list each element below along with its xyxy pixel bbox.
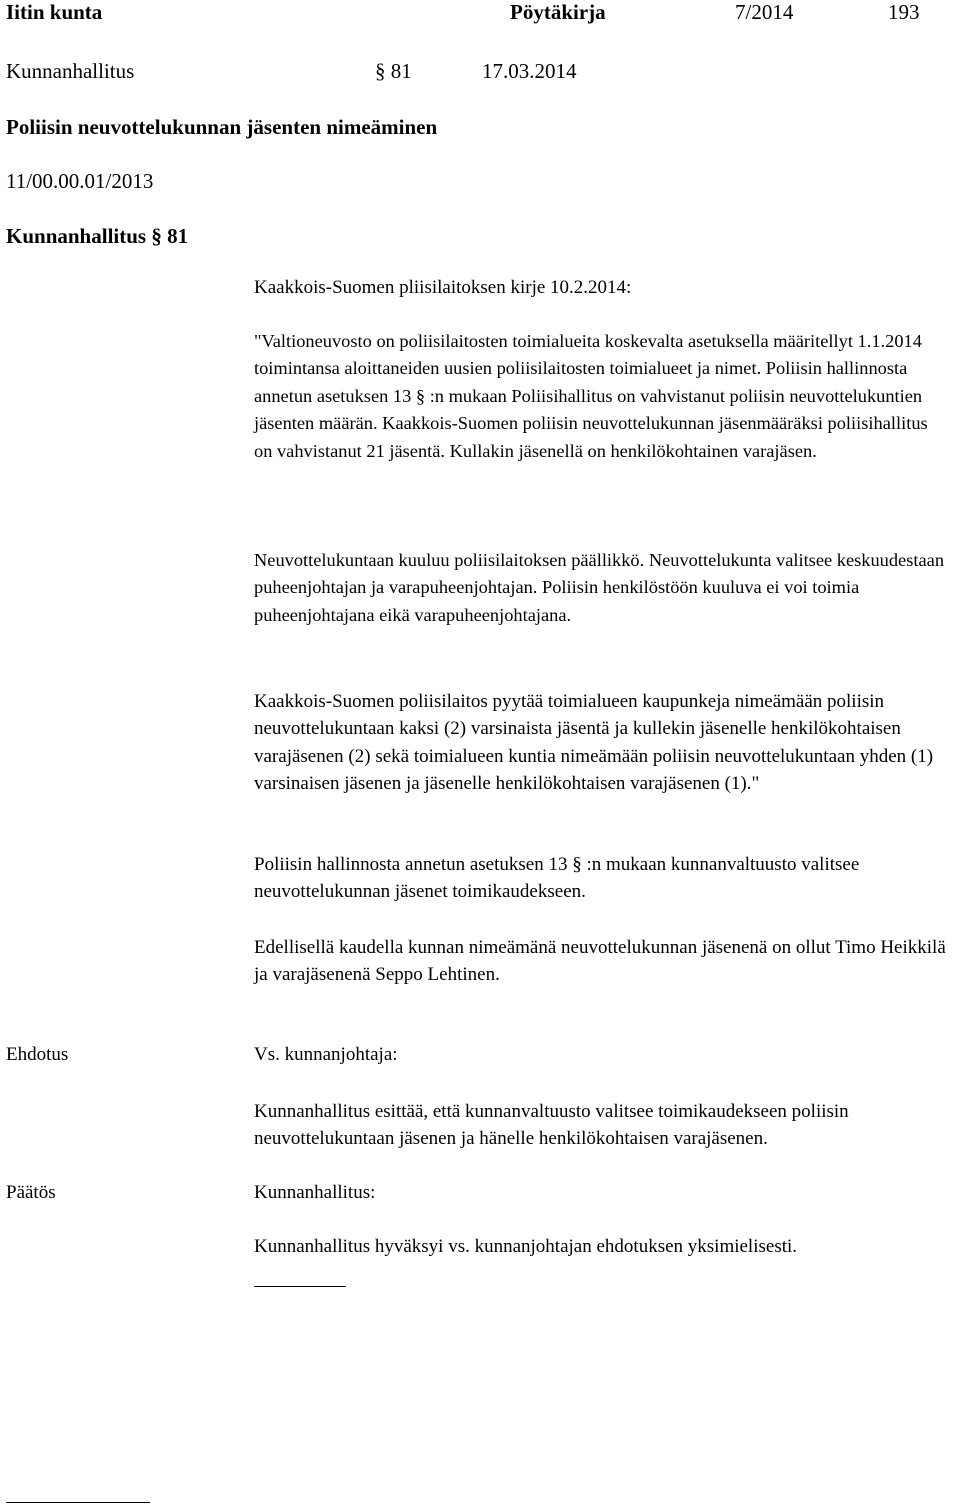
- separator-line: [254, 1286, 346, 1287]
- document-number: 7/2014: [735, 0, 794, 24]
- body-paragraph-3: [254, 934, 954, 989]
- paragraph-text: Edellisellä kaudella kunnan nimeämänä neuvottelukunnan jäsenenä on ollut Timo Heikkilä ja varajäsenenä Seppo Lehtinen.: [254, 937, 946, 986]
- decision-text: Kunnanhallitus hyväksyi vs. kunnanjohtajan ehdotuksen yksimielisesti.: [254, 1236, 798, 1257]
- proposal-text-block: [254, 1098, 954, 1153]
- municipality-name: Iitin kunta: [6, 0, 103, 24]
- quote-block-2: [254, 547, 944, 629]
- proposal-presenter: Vs. kunnanjohtaja:: [254, 1044, 398, 1065]
- page-number: 193: [888, 0, 920, 24]
- body-paragraph-1: [254, 688, 954, 798]
- body-paragraph-2: [254, 851, 954, 906]
- meeting-date: 17.03.2014: [482, 59, 577, 83]
- footer-line: [6, 1502, 150, 1503]
- board-section-line: Kunnanhallitus § 81: [6, 224, 189, 248]
- proposal-text: Kunnanhallitus esittää, että kunnanvaltuusto valitsee toimikaudekseen poliisin neuvottelukuntaan jäsenen ja hänelle henkilökohtaisen varajäsenen.: [254, 1101, 849, 1150]
- letter-reference: Kaakkois-Suomen pliisilaitoksen kirje 10.2.2014:: [254, 277, 632, 298]
- case-number: 11/00.00.01/2013: [6, 169, 154, 193]
- proposal-label: Ehdotus: [6, 1044, 69, 1065]
- decision-body: Kunnanhallitus:: [254, 1182, 376, 1203]
- quote-paragraph: "Valtioneuvosto on poliisilaitosten toimialueita koskevalta asetuksella määritellyt 1.1.2014 toimintansa aloittaneiden uusien poliisilaitosten toimialueet ja nimet. Poliisin hallinnosta annetun asetuksen 13 § :n mukaan Poliisihallitus on vahvistanut poliisin neuvottelukuntien jäsenten määrän. Kaakkois-Suomen poliisin neuvottelukunnan jäsenmääräksi poliisihallitus on vahvistanut 21 jäsentä. Kullakin jäsenellä on henkilökohtainen varajäsen.: [254, 331, 928, 461]
- quote-block: [254, 328, 944, 465]
- quote-paragraph: Neuvottelukuntaan kuuluu poliisilaitoksen päällikkö. Neuvottelukunta valitsee keskuudestaan puheenjohtajan ja varapuheenjohtajan. Poliisin henkilöstöön kuuluva ei voi toimia puheenjohtajana eikä varapuheenjohtajana.: [254, 550, 945, 625]
- paragraph-text: Poliisin hallinnosta annetun asetuksen 13 § :n mukaan kunnanvaltuusto valitsee neuvottelukunnan jäsenet toimikaudekseen.: [254, 854, 860, 903]
- paragraph-text: Kaakkois-Suomen poliisilaitos pyytää toimialueen kaupunkeja nimeämään poliisin neuvottelukuntaan kaksi (2) varsinaista jäsentä ja kullekin jäsenelle henkilökohtaisen varajäsenen (2) sekä toimialueen kuntia nimeämään poliisin neuvottelukuntaan yhden (1) varsinaisen jäsenen ja jäsenelle henkilökohtaisen varajäsenen (1).": [254, 691, 934, 795]
- document-type: Pöytäkirja: [510, 0, 606, 24]
- decision-label: Päätös: [6, 1182, 56, 1203]
- board-name: Kunnanhallitus: [6, 59, 135, 83]
- page-title: Poliisin neuvottelukunnan jäsenten nimeäminen: [6, 115, 438, 139]
- section-number: § 81: [375, 59, 412, 83]
